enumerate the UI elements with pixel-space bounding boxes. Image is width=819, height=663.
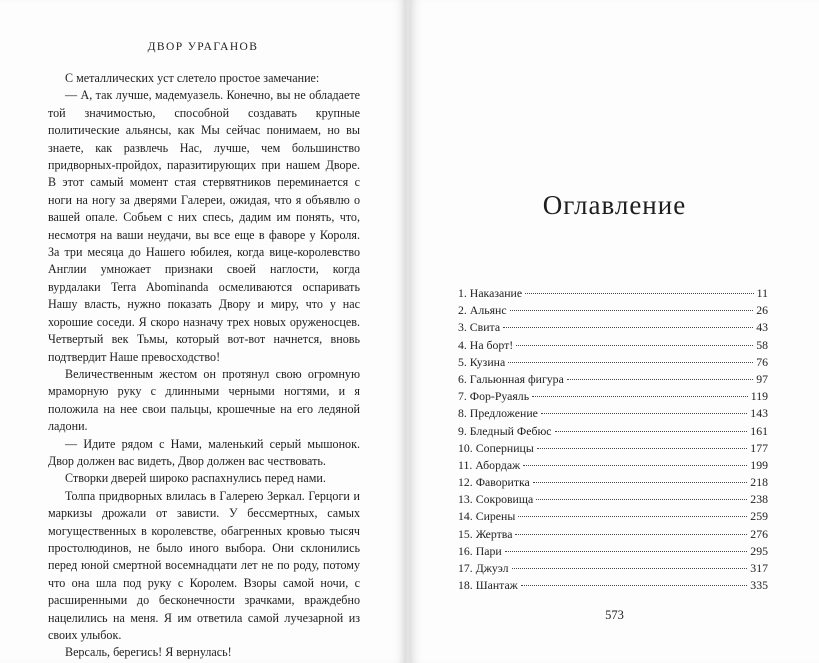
toc-entry-label: 10. Соперницы: [458, 440, 534, 455]
toc-entry[interactable]: [458, 561, 768, 578]
dot-leader: [541, 413, 747, 414]
toc-entry-label: 2. Альянс: [458, 303, 507, 318]
toc-entry-page: 58: [756, 337, 768, 352]
right-page: [410, 0, 819, 663]
toc-entry-page: 218: [750, 475, 768, 490]
toc-entry-page: 177: [750, 440, 768, 455]
body-text: [48, 70, 360, 662]
dot-leader: [555, 431, 748, 432]
toc-entry-page: 43: [756, 320, 768, 335]
dot-leader: [567, 379, 753, 380]
running-head: ДВОР УРАГАНОВ: [147, 41, 259, 53]
dot-leader: [521, 585, 747, 586]
paragraph: Створки дверей широко распахнулись перед нами.: [65, 471, 326, 486]
toc-entry-label: 14. Сирены: [458, 509, 516, 524]
toc-entry-label: 15. Жертва: [458, 526, 513, 541]
toc-entry[interactable]: [458, 509, 768, 526]
table-of-contents: [458, 286, 768, 595]
dot-leader: [510, 310, 754, 311]
dot-leader: [516, 345, 753, 346]
toc-entry[interactable]: [458, 458, 768, 475]
toc-entry-page: 238: [750, 492, 768, 507]
toc-entry-label: 13. Сокровища: [458, 492, 534, 507]
paragraph: — А, так лучше, мадемуазель. Конечно, вы не обладаете той значимостью, способной создавать крупные политические альянсы, как Мы сейчас понимаем, но вы знаете, как развлечь Нас, лучше, чем большинство придворных-пройдох, паразитирующих при нашем Дворе. В этот самый момент стая стервятников переминается с ноги на ногу за дверями Галереи, ожидая, что я объявлю о вашей опале. Собьем с них спесь, дадим им понять, что, несмотря на ваши неудачи, вы все еще в фаворе у Короля. За три месяца до Нашего юбилея, когда вице-королевство Англии умножает признаки своей наглости, когда вурдалаки Terra Abominanda осмеливаются оспаривать Нашу власть, нужно показать Двору и миру, что у нас хорошие соседи. Я скоро назначу трех новых оруженосцев. Четвертый век Тьмы, который вот-вот начнется, вновь подтвердит Наше превосходство!: [48, 88, 360, 364]
toc-entry[interactable]: [458, 303, 768, 320]
toc-entry[interactable]: [458, 441, 768, 458]
toc-entry-page: 11: [756, 286, 768, 300]
toc-entry-label: 8. Предложение: [458, 406, 538, 421]
toc-entry-label: 18. Шантаж: [458, 578, 518, 593]
paragraph: С металлических уст слетело простое замечание:: [65, 71, 320, 85]
toc-entry-page: 317: [750, 561, 768, 575]
toc-entry[interactable]: [458, 544, 768, 561]
toc-entry[interactable]: [458, 389, 768, 406]
toc-entry-label: 7. Фор-Руаяль: [458, 389, 530, 404]
toc-entry-label: 17. Джуэл: [458, 561, 509, 575]
dot-leader: [537, 448, 748, 449]
page-number: 573: [605, 608, 624, 622]
dot-leader: [525, 293, 754, 294]
dot-leader: [532, 396, 748, 397]
toc-entry-page: 259: [750, 509, 768, 524]
toc-entry-page: 26: [756, 303, 768, 318]
toc-entry[interactable]: [458, 578, 768, 595]
toc-entry-label: 3. Свита: [458, 320, 501, 335]
dot-leader: [503, 327, 753, 328]
toc-entry-page: 199: [750, 457, 768, 472]
toc-entry-page: 295: [750, 543, 768, 558]
toc-entry-label: 11. Абордаж: [458, 457, 521, 472]
dot-leader: [512, 568, 748, 569]
paragraph: Толпа придворных влилась в Галерею Зеркал. Герцоги и маркизы дрожали от зависти. У бессмертных, самых могущественных в королевстве, обагренных кровью тысяч простолюдинов, не было иного выбора. Они склонились перед юной смертной восемнадцати лет не по роду, потому что она шла под руку с Королем. Взоры самой ночи, с расширенными до бесконечности зрачками, враждебно нацелились на меня. Я им ответила самой лучезарной из своих улыбок.: [48, 488, 360, 642]
toc-entry[interactable]: [458, 475, 768, 492]
dot-leader: [536, 499, 747, 500]
toc-entry-label: 9. Бледный Фебюс: [458, 423, 552, 438]
toc-entry[interactable]: [458, 424, 768, 441]
toc-entry[interactable]: [458, 286, 768, 303]
toc-entry-page: 97: [756, 371, 768, 386]
toc-entry-page: 276: [750, 526, 768, 541]
dot-leader: [518, 516, 747, 517]
left-page: [0, 0, 406, 663]
toc-entry[interactable]: [458, 406, 768, 423]
dot-leader: [533, 482, 748, 483]
toc-entry[interactable]: [458, 338, 768, 355]
toc-entry-label: 16. Пари: [458, 543, 502, 558]
toc-entry-label: 12. Фаворитка: [458, 475, 530, 490]
toc-entry[interactable]: [458, 527, 768, 544]
toc-title: Оглавление: [542, 190, 687, 221]
toc-entry-label: 1. Наказание: [458, 286, 523, 300]
paragraph: Величественным жестом он протянул свою огромную мраморную руку с длинными черными ногтями, и я положила на нее свои пальцы, крошечные на его ледяной ладони.: [48, 366, 360, 434]
toc-entry-page: 161: [750, 423, 768, 438]
dot-leader: [515, 534, 747, 535]
toc-entry-page: 76: [756, 354, 768, 369]
paragraph: — Идите рядом с Нами, маленький серый мышонок. Двор должен вас видеть, Двор должен вас чествовать.: [48, 436, 360, 468]
dot-leader: [523, 465, 747, 466]
toc-entry-label: 6. Гальюнная фигура: [458, 371, 564, 386]
toc-entry[interactable]: [458, 372, 768, 389]
paragraph: Версаль, берегись! Я вернулась!: [65, 645, 232, 660]
toc-entry-page: 335: [750, 578, 768, 593]
toc-entry-label: 4. На борт!: [458, 337, 514, 352]
toc-entry[interactable]: [458, 320, 768, 337]
dot-leader: [508, 362, 753, 363]
toc-entry[interactable]: [458, 492, 768, 509]
toc-entry-page: 143: [750, 406, 768, 421]
toc-entry[interactable]: [458, 355, 768, 372]
dot-leader: [505, 551, 748, 552]
toc-entry-label: 5. Кузина: [458, 354, 506, 369]
toc-entry-page: 119: [750, 389, 768, 404]
